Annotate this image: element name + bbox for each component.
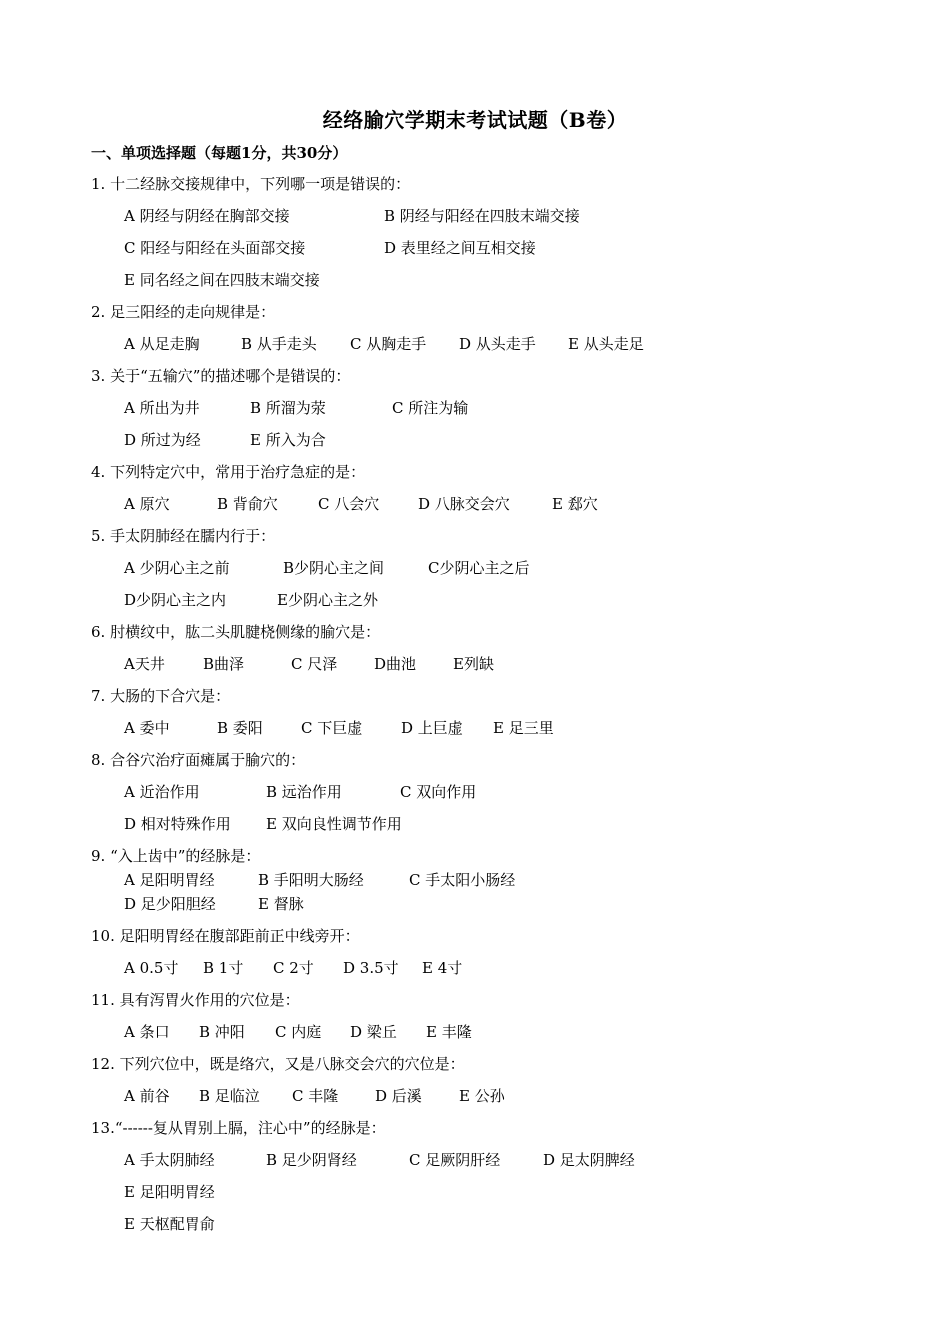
answer-option: E 4寸 xyxy=(422,959,463,977)
question xyxy=(91,366,911,462)
answer-option: E 双向良性调节作用 xyxy=(266,815,402,833)
question-stem: 9. “入上齿中”的经脉是： xyxy=(91,847,261,865)
answer-option: A 少阴心主之前 xyxy=(124,559,230,577)
section-heading-single-choice: 一、单项选择题（每题1分，共30分） xyxy=(91,144,348,162)
answer-option: B 所溜为荥 xyxy=(250,399,326,417)
answer-option: E 足三里 xyxy=(493,719,554,737)
option-row xyxy=(91,958,911,990)
option-row xyxy=(91,718,911,750)
answer-option: B 冲阳 xyxy=(199,1023,245,1041)
question-stem: 1. 十二经脉交接规律中，下列哪一项是错误的： xyxy=(91,175,411,193)
option-row xyxy=(91,238,911,270)
option-row xyxy=(91,1214,911,1246)
option-row xyxy=(91,654,911,686)
answer-option: A 原穴 xyxy=(124,495,170,513)
answer-option: D 3.5寸 xyxy=(343,959,399,977)
answer-option: B少阴心主之间 xyxy=(283,559,385,577)
answer-option: E 督脉 xyxy=(258,895,304,913)
answer-option: B 手阳明大肠经 xyxy=(258,871,364,889)
option-row xyxy=(91,1086,911,1118)
answer-option: C 手太阳小肠经 xyxy=(409,871,516,889)
question-stem: 3. 关于“五输穴”的描述哪个是错误的： xyxy=(91,367,351,385)
answer-option: D 后溪 xyxy=(375,1087,422,1105)
answer-option: E 所入为合 xyxy=(250,431,326,449)
answer-option: A 前谷 xyxy=(124,1087,170,1105)
option-row xyxy=(91,558,911,590)
answer-option: C 阳经与阳经在头面部交接 xyxy=(124,239,306,257)
answer-option: D 足少阳胆经 xyxy=(124,895,216,913)
exam-title: 经络腧穴学期末考试试题（B卷） xyxy=(322,108,628,132)
question xyxy=(91,990,911,1054)
answer-option: E少阴心主之外 xyxy=(277,591,378,609)
option-row xyxy=(91,782,911,814)
answer-option: B 阴经与阳经在四肢末端交接 xyxy=(384,207,580,225)
answer-option: D 足太阴脾经 xyxy=(543,1151,635,1169)
question-stem: 6. 肘横纹中，肱二头肌腱桡侧缘的腧穴是： xyxy=(91,623,381,641)
answer-option: E 公孙 xyxy=(459,1087,505,1105)
question xyxy=(91,462,911,526)
answer-option: A 近治作用 xyxy=(124,783,200,801)
answer-option: E 从头走足 xyxy=(568,335,644,353)
question-stem: 10. 足阳明胃经在腹部距前正中线旁开： xyxy=(91,927,360,945)
option-row xyxy=(91,870,911,894)
answer-option: E 同名经之间在四肢末端交接 xyxy=(124,271,320,289)
question-stem: 12. 下列穴位中，既是络穴，又是八脉交会穴的穴位是： xyxy=(91,1055,465,1073)
question-stem: 13.“------复从胃别上膈，注心中”的经脉是： xyxy=(91,1119,386,1137)
answer-option: B 足少阴肾经 xyxy=(266,1151,357,1169)
question xyxy=(91,174,911,302)
option-row xyxy=(91,1182,911,1214)
answer-option: E列缺 xyxy=(453,655,494,673)
question-stem: 7. 大肠的下合穴是： xyxy=(91,687,231,705)
option-row xyxy=(91,334,911,366)
answer-option: D 八脉交会穴 xyxy=(418,495,510,513)
answer-option: B 足临泣 xyxy=(199,1087,260,1105)
question-stem: 2. 足三阳经的走向规律是： xyxy=(91,303,276,321)
question-stem: 5. 手太阴肺经在臑内行于： xyxy=(91,527,276,545)
answer-option: A 委中 xyxy=(124,719,170,737)
answer-option: D 所过为经 xyxy=(124,431,201,449)
question-stem: 8. 合谷穴治疗面瘫属于腧穴的： xyxy=(91,751,306,769)
answer-option: C 丰隆 xyxy=(292,1087,339,1105)
answer-option: A 足阳明胃经 xyxy=(124,871,215,889)
question xyxy=(91,846,911,926)
question xyxy=(91,302,911,366)
answer-option: A 从足走胸 xyxy=(124,335,200,353)
answer-option: D 表里经之间互相交接 xyxy=(384,239,536,257)
answer-option: E 天枢配胃俞 xyxy=(124,1215,215,1233)
answer-option: A 0.5寸 xyxy=(124,959,179,977)
question xyxy=(91,926,911,990)
answer-option: E 丰隆 xyxy=(426,1023,472,1041)
question xyxy=(91,1054,911,1118)
option-row xyxy=(91,1022,911,1054)
option-row xyxy=(91,1150,911,1182)
option-row xyxy=(91,430,911,462)
answer-option: A天井 xyxy=(124,655,165,673)
answer-option: C 所注为输 xyxy=(392,399,469,417)
answer-option: A 条口 xyxy=(124,1023,170,1041)
question-list xyxy=(91,174,911,1246)
answer-option: D 从头走手 xyxy=(459,335,536,353)
question xyxy=(91,686,911,750)
answer-option: C 下巨虚 xyxy=(301,719,363,737)
answer-option: C 足厥阴肝经 xyxy=(409,1151,501,1169)
answer-option: C 尺泽 xyxy=(291,655,338,673)
answer-option: C少阴心主之后 xyxy=(428,559,530,577)
answer-option: C 内庭 xyxy=(275,1023,322,1041)
answer-option: A 阴经与阴经在胸部交接 xyxy=(124,207,290,225)
answer-option: C 八会穴 xyxy=(318,495,380,513)
answer-option: B 委阳 xyxy=(217,719,263,737)
answer-option: A 所出为井 xyxy=(124,399,200,417)
answer-option: D曲池 xyxy=(374,655,417,673)
option-row xyxy=(91,270,911,302)
answer-option: A 手太阴肺经 xyxy=(124,1151,215,1169)
answer-option: D 梁丘 xyxy=(350,1023,397,1041)
option-row xyxy=(91,894,911,926)
answer-option: E 足阳明胃经 xyxy=(124,1183,215,1201)
question-stem: 4. 下列特定穴中，常用于治疗急症的是： xyxy=(91,463,366,481)
option-row xyxy=(91,814,911,846)
question xyxy=(91,622,911,686)
answer-option: D 上巨虚 xyxy=(401,719,463,737)
answer-option: C 2寸 xyxy=(273,959,314,977)
question-stem: 11. 具有泻胃火作用的穴位是： xyxy=(91,991,300,1009)
option-row xyxy=(91,398,911,430)
answer-option: B 1寸 xyxy=(203,959,244,977)
answer-option: B曲泽 xyxy=(203,655,245,673)
question xyxy=(91,526,911,622)
answer-option: D 相对特殊作用 xyxy=(124,815,231,833)
option-row xyxy=(91,206,911,238)
answer-option: C 从胸走手 xyxy=(350,335,427,353)
answer-option: B 远治作用 xyxy=(266,783,342,801)
question xyxy=(91,1118,911,1246)
option-row xyxy=(91,590,911,622)
answer-option: D少阴心主之内 xyxy=(124,591,227,609)
answer-option: B 背俞穴 xyxy=(217,495,278,513)
option-row xyxy=(91,494,911,526)
answer-option: B 从手走头 xyxy=(241,335,317,353)
answer-option: E 郄穴 xyxy=(552,495,598,513)
question xyxy=(91,750,911,846)
answer-option: C 双向作用 xyxy=(400,783,477,801)
